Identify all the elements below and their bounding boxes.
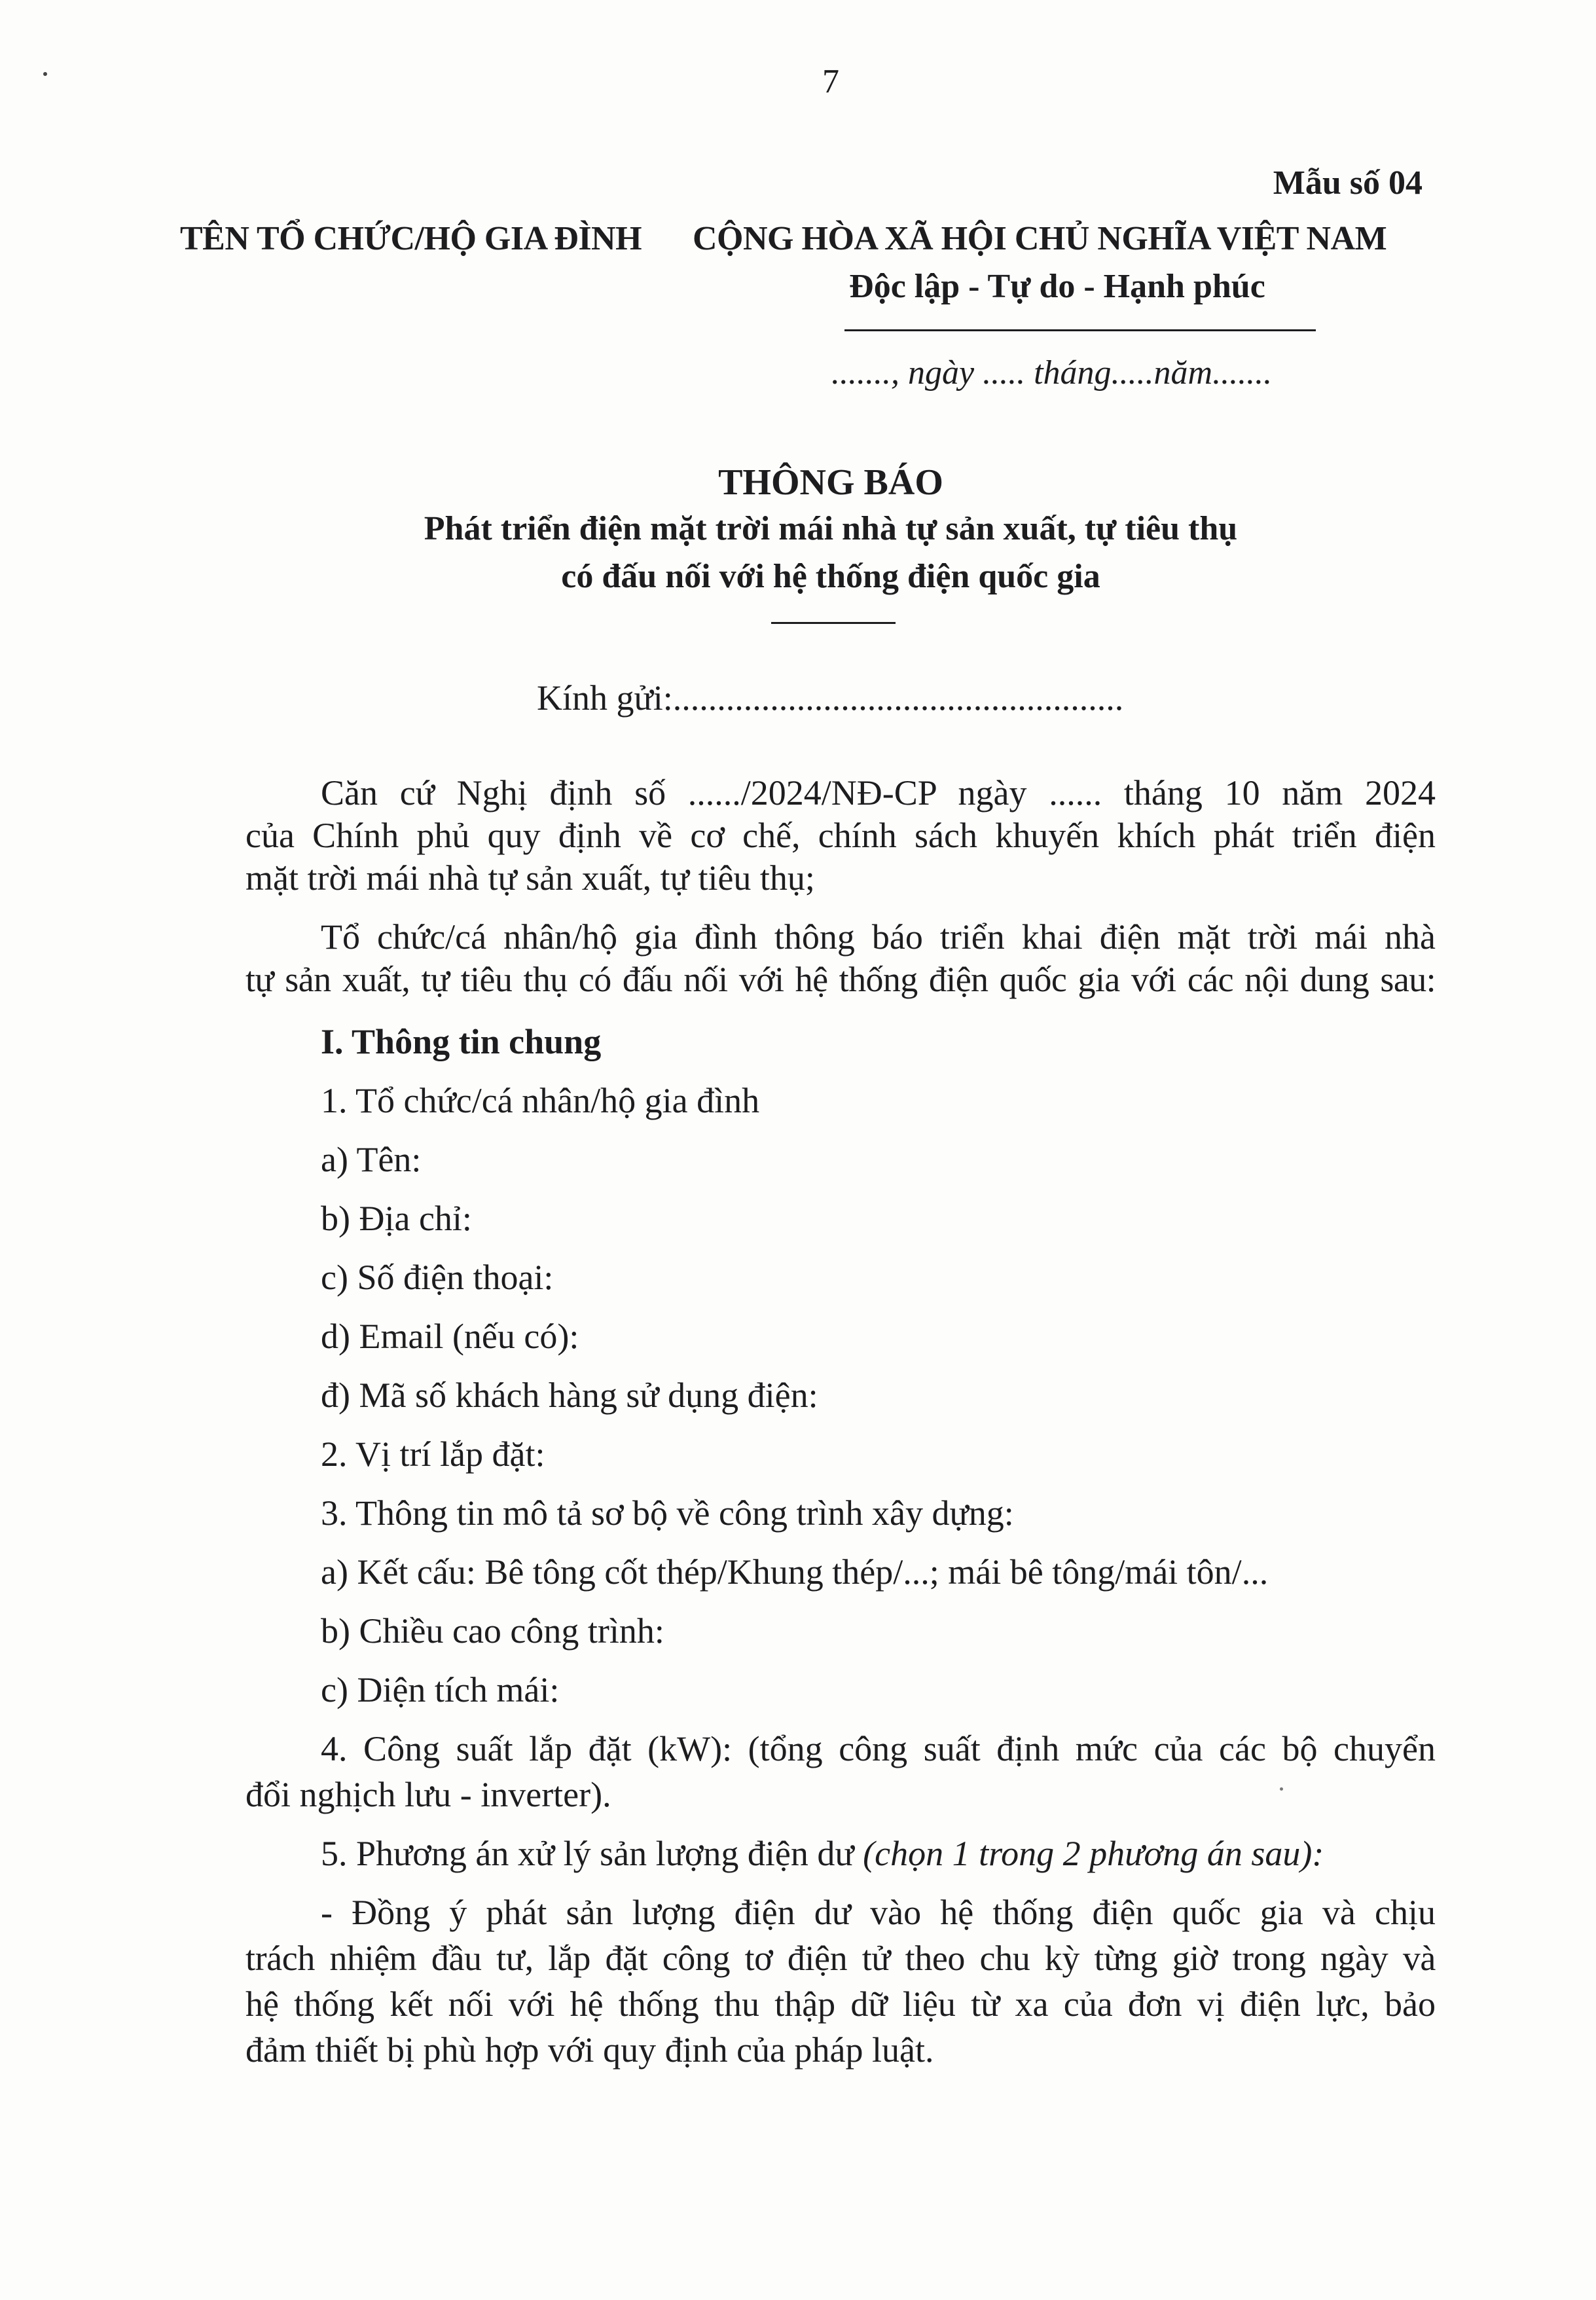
title-underline [771, 622, 896, 624]
item-4-line1: 4. Công suất lắp đặt (kW): (tổng công suất định mức của các bộ chuyển [321, 1729, 1436, 1768]
option-line3: hệ thống kết nối với hệ thống thu thập dữ liệu từ xa của đơn vị điện lực, bảo [245, 1984, 1436, 2024]
item-1d: d) Email (nếu có): [321, 1317, 579, 1356]
option-line1: - Đồng ý phát sản lượng điện dư vào hệ thống điện quốc gia và chịu [321, 1893, 1436, 1932]
item-5 [321, 1833, 1324, 1874]
document-subtitle-line2: có đấu nối với hệ thống điện quốc gia [561, 558, 1100, 595]
document-subtitle-line1: Phát triển điện mặt trời mái nhà tự sản xuất, tự tiêu thụ [424, 510, 1238, 547]
option-line2: trách nhiệm đầu tư, lắp đặt công tơ điện tử theo chu kỳ từng giờ trong ngày và [245, 1939, 1436, 1978]
item-5-text: 5. Phương án xử lý sản lượng điện dư [321, 1834, 863, 1873]
basis-paragraph-line2: của Chính phủ quy định về cơ chế, chính sách khuyến khích phát triển điện [245, 816, 1436, 855]
item-1b: b) Địa chỉ: [321, 1199, 472, 1238]
basis-paragraph-line3: mặt trời mái nhà tự sản xuất, tự tiêu thụ; [245, 858, 815, 898]
item-3c: c) Diện tích mái: [321, 1670, 560, 1709]
form-number: Mẫu số 04 [1273, 164, 1423, 202]
nation-name: CỘNG HÒA XÃ HỘI CHỦ NGHĨA VIỆT NAM [693, 220, 1387, 257]
page-number: 7 [822, 63, 839, 100]
item-3: 3. Thông tin mô tả sơ bộ về công trình xây dựng: [321, 1493, 1014, 1533]
item-1a: a) Tên: [321, 1140, 422, 1179]
basis-paragraph-line1: Căn cứ Nghị định số ....../2024/NĐ-CP ngày ...... tháng 10 năm 2024 [321, 773, 1436, 812]
item-3a: a) Kết cấu: Bê tông cốt thép/Khung thép/...; mái bê tông/mái tôn/... [321, 1552, 1269, 1592]
item-5-note: (chọn 1 trong 2 phương án sau): [863, 1834, 1324, 1873]
recipient-line: Kính gửi:................................................... [537, 678, 1124, 718]
dateline: ......., ngày ..... tháng.....năm....... [831, 354, 1273, 392]
document-title: THÔNG BÁO [718, 462, 943, 503]
motto-underline [844, 329, 1316, 331]
national-motto: Độc lập - Tự do - Hạnh phúc [849, 268, 1265, 305]
organization-name: TÊN TỔ CHỨC/HỘ GIA ĐÌNH [180, 220, 642, 257]
section-heading: I. Thông tin chung [321, 1022, 602, 1061]
scan-speck [1280, 1787, 1283, 1791]
item-1: 1. Tổ chức/cá nhân/hộ gia đình [321, 1081, 760, 1120]
item-1dd: đ) Mã số khách hàng sử dụng điện: [321, 1376, 818, 1415]
option-line4: đảm thiết bị phù hợp với quy định của pháp luật. [245, 2030, 934, 2070]
item-3b: b) Chiều cao công trình: [321, 1611, 664, 1651]
item-4-line2: đổi nghịch lưu - inverter). [245, 1775, 611, 1814]
notice-paragraph-line1: Tổ chức/cá nhân/hộ gia đình thông báo triển khai điện mặt trời mái nhà [321, 917, 1436, 957]
notice-paragraph-line2: tự sản xuất, tự tiêu thụ có đấu nối với hệ thống điện quốc gia với các nội dung sau: [245, 960, 1436, 999]
item-2: 2. Vị trí lắp đặt: [321, 1434, 545, 1474]
item-1c: c) Số điện thoại: [321, 1258, 554, 1297]
